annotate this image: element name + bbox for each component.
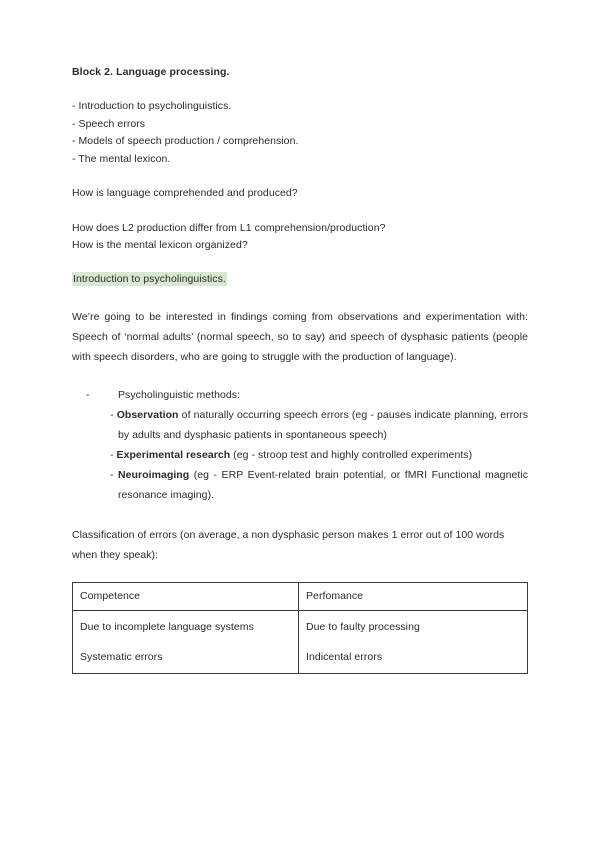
table-cell-performance <box>299 610 528 673</box>
method-observation-text: of naturally occurring speech errors (eg - pauses indicate planning, errors by adults and dysphasic patients in spontaneous speech) <box>118 408 529 441</box>
method-observation <box>110 405 528 445</box>
question-l2-production: How does L2 production differ from L1 comprehension/production? <box>72 221 386 234</box>
list-item: - The mental lexicon. <box>72 152 171 165</box>
page-title: Block 2. Language processing. <box>72 66 230 78</box>
list-item: - Introduction to psycholinguistics. <box>72 100 232 112</box>
table-header-performance-label: Perfomance <box>306 589 364 602</box>
method-experimental-research-text: (eg - stroop test and highly controlled experiments) <box>230 448 473 461</box>
table-cell-competence-line-2: Systematic errors <box>80 650 163 663</box>
methods-heading-label: Psycholinguistic methods: <box>118 388 241 401</box>
dash-bullet-icon: - <box>110 468 114 481</box>
table-cell-performance-line-2: Indicental errors <box>306 650 383 663</box>
method-neuroimaging-text: (eg - ERP Event-related brain potential, or fMRI Functional magnetic resonance imaging). <box>118 468 528 501</box>
list-item: - Models of speech production / comprehension. <box>72 135 299 147</box>
dash-bullet-icon: - <box>86 388 90 401</box>
spacer <box>72 203 528 220</box>
table-row <box>73 610 528 673</box>
table-cell-competence <box>73 610 299 673</box>
table-header-competence <box>73 582 299 610</box>
method-neuroimaging <box>110 465 528 505</box>
classification-paragraph: Classification of errors (on average, a non dysphasic person makes 1 error out of 100 words when they speak): <box>72 528 505 561</box>
question-mental-lexicon: How is the mental lexicon organized? <box>72 239 248 251</box>
methods-heading-item <box>86 385 528 405</box>
method-experimental-research-label: Experimental research <box>116 448 231 461</box>
methods-list <box>72 385 528 505</box>
table-row <box>73 582 528 610</box>
table-cell-performance-line-1: Due to faulty processing <box>306 620 420 633</box>
intro-paragraph: We’re going to be interested in findings coming from observations and experimentation with: Speech of ‘normal adults’ (normal speech, so to say) and speech of dysphasic patients (people with speech disorders, who are going to struggle with the production of language). <box>72 310 528 363</box>
topic-list <box>72 98 528 168</box>
method-observation-label: Observation <box>116 408 179 421</box>
document-body <box>72 64 528 674</box>
section-heading-highlight: Introduction to psycholinguistics. <box>73 272 226 285</box>
method-experimental-research <box>110 445 528 465</box>
dash-bullet-icon: - <box>110 448 114 461</box>
question-block <box>72 185 528 255</box>
list-item: - Speech errors <box>72 117 146 130</box>
dash-bullet-icon: - <box>110 408 114 421</box>
table-cell-competence-line-1: Due to incomplete language systems <box>80 620 254 633</box>
section-heading <box>72 272 528 287</box>
table-header-competence-label: Competence <box>80 589 141 602</box>
methods-sub-list <box>86 405 528 505</box>
table-header-performance <box>299 582 528 610</box>
error-classification-table <box>72 582 528 674</box>
question-comprehension: How is language comprehended and produced? <box>72 187 298 199</box>
method-neuroimaging-label: Neuroimaging <box>118 468 190 481</box>
